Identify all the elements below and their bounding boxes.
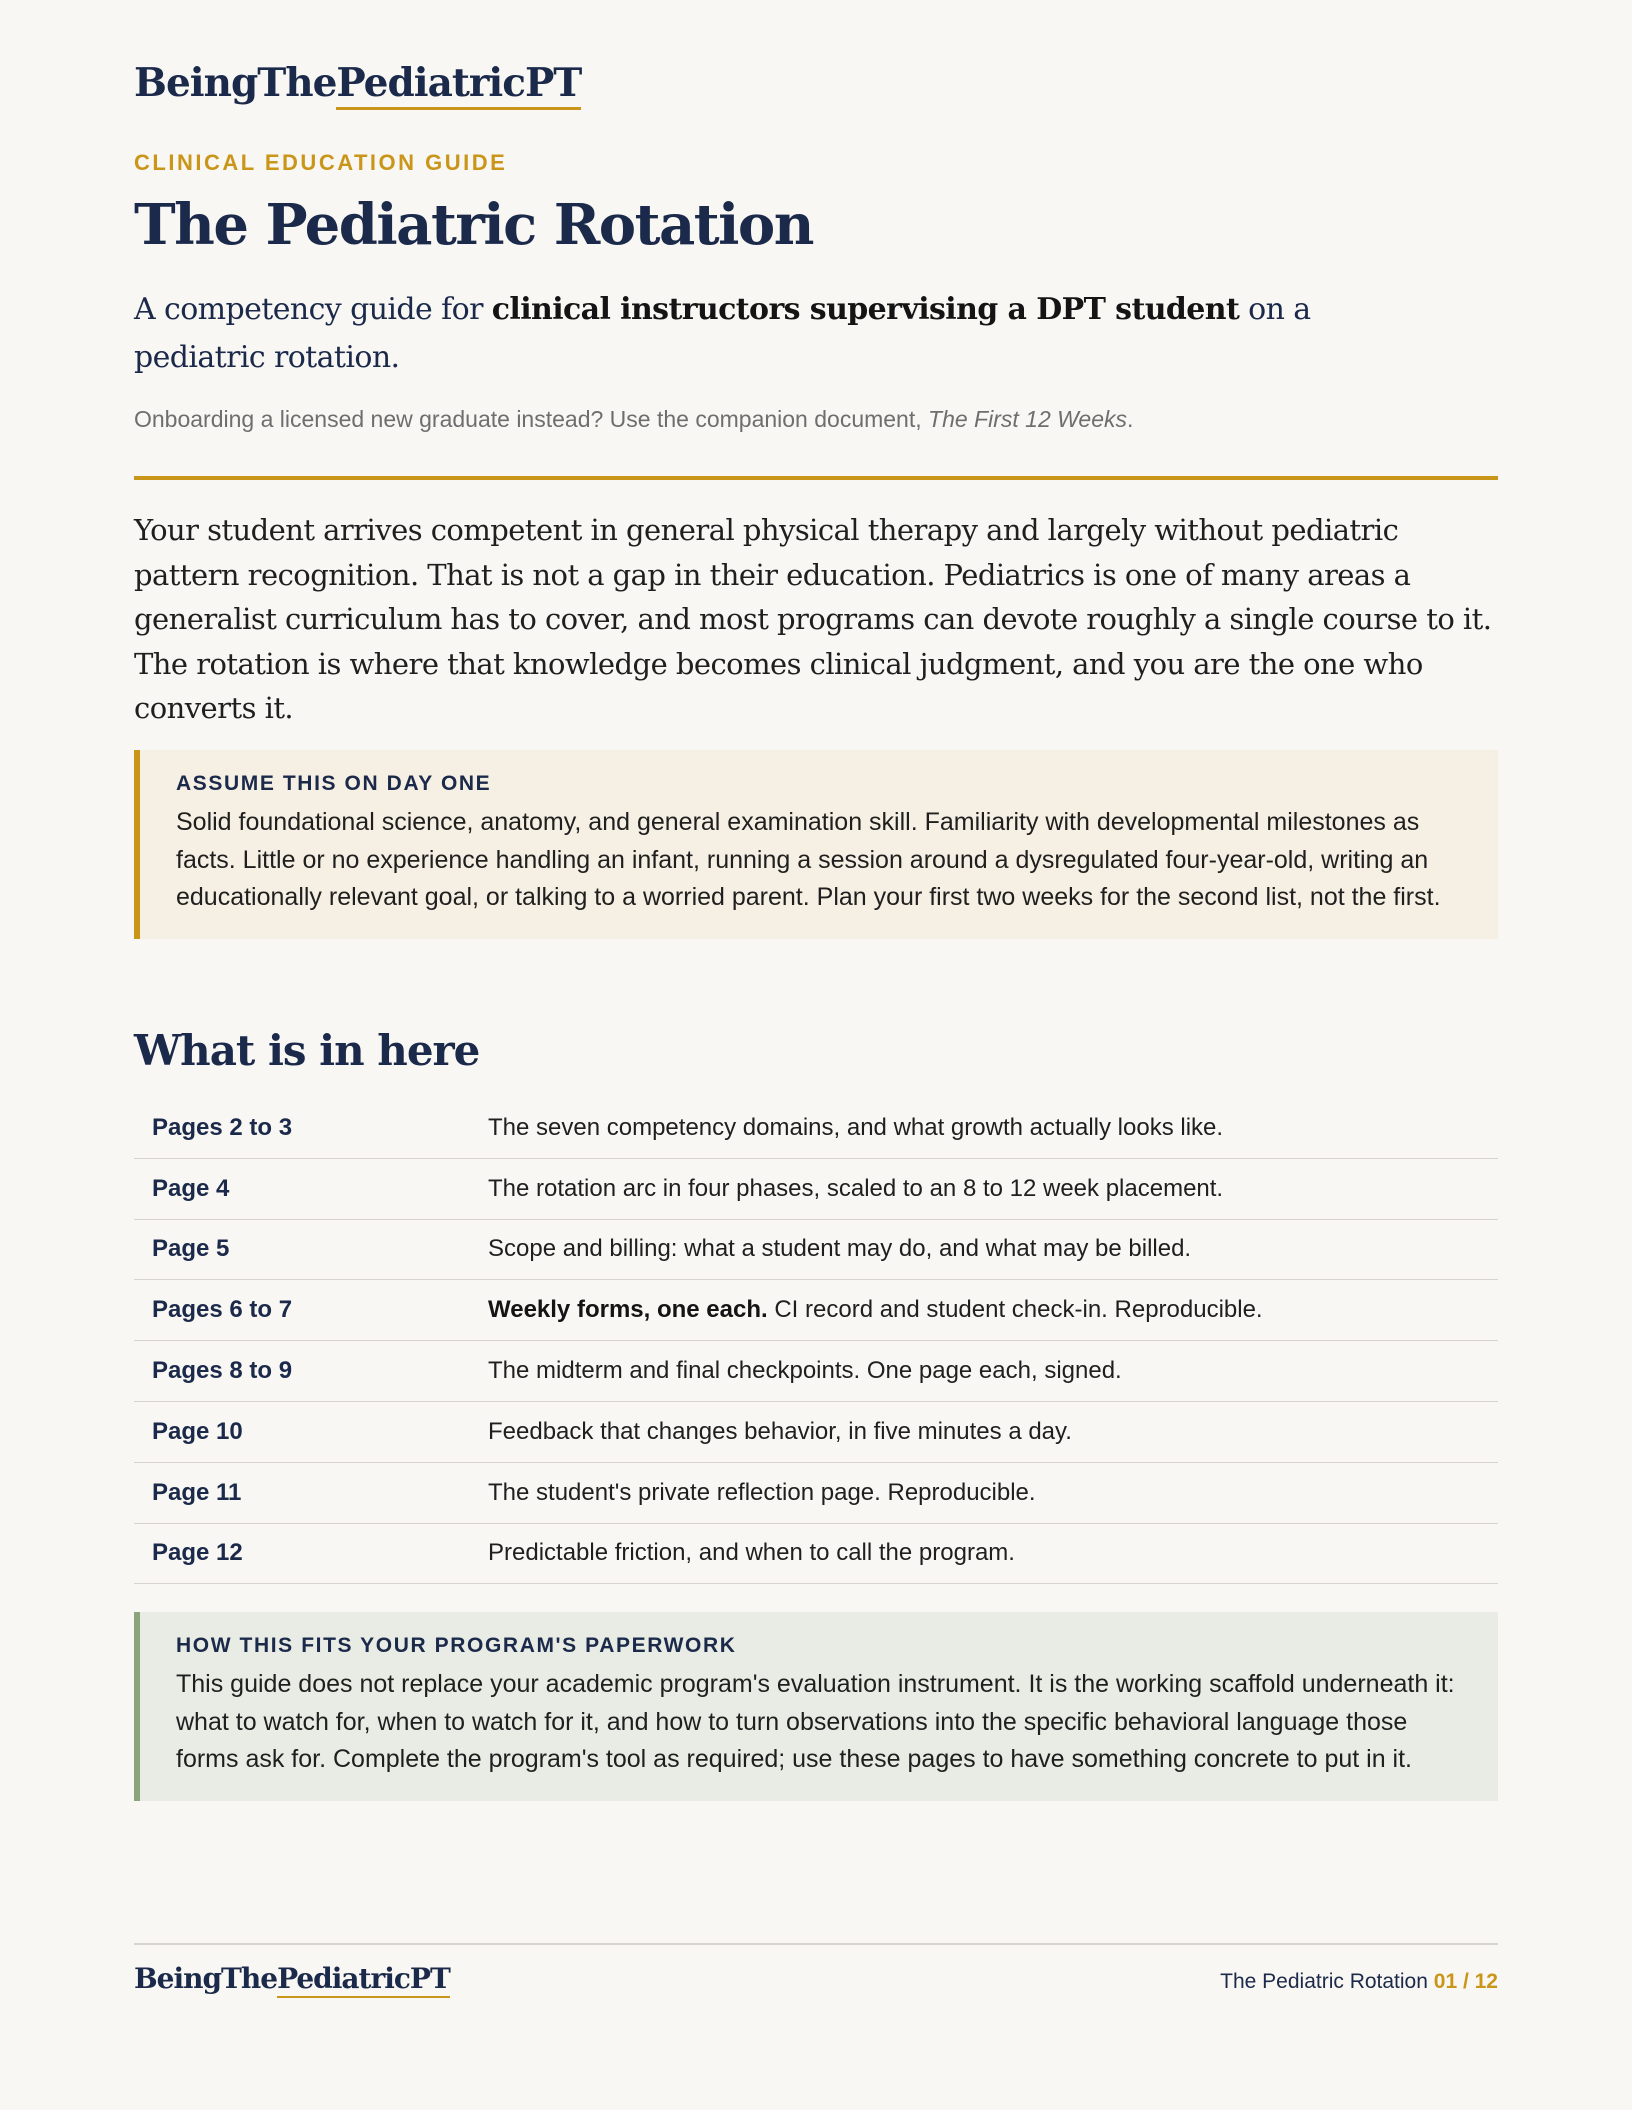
companion-note [134, 406, 1133, 433]
brand-logo-part2: PediatricPT [336, 60, 581, 110]
contents-row [134, 1523, 1498, 1584]
contents-pages: Page 4 [134, 1158, 488, 1219]
day-one-callout-label: ASSUME THIS ON DAY ONE [176, 772, 492, 795]
companion-note-tail: . [1127, 406, 1134, 432]
footer-doc-title: The Pediatric Rotation [1220, 1970, 1428, 1993]
contents-description: Scope and billing: what a student may do, and what may be billed. [488, 1219, 1498, 1280]
contents-description [488, 1280, 1498, 1341]
footer-page-info [1220, 1970, 1498, 1994]
footer-brand-part2: PediatricPT [277, 1962, 450, 1998]
footer-brand-part1: BeingThe [134, 1962, 278, 1995]
day-one-callout [134, 750, 1498, 939]
header-divider [134, 476, 1498, 480]
paperwork-callout-body: This guide does not replace your academic program's evaluation instrument. It is the working scaffold underneath it: what to watch for, when to watch for it, and how to turn observations into the specific behavioral language those forms ask for. Complete the program's tool as required; use these pages to have something concrete to put in it. [176, 1670, 1455, 1773]
page-subtitle [134, 286, 1434, 382]
page-title: The Pediatric Rotation [134, 192, 813, 258]
contents-pages: Pages 6 to 7 [134, 1280, 488, 1341]
contents-row [134, 1158, 1498, 1219]
contents-pages: Pages 2 to 3 [134, 1098, 488, 1158]
page-number: 01 / 12 [1433, 1970, 1498, 1993]
contents-row [134, 1462, 1498, 1523]
footer-divider [134, 1943, 1498, 1945]
contents-pages: Page 11 [134, 1462, 488, 1523]
brand-logo [134, 60, 581, 106]
subtitle-emphasis: clinical instructors supervising a DPT student [491, 292, 1240, 327]
contents-description: The midterm and final checkpoints. One page each, signed. [488, 1341, 1498, 1402]
contents-table [134, 1098, 1498, 1584]
contents-description: Predictable friction, and when to call the program. [488, 1523, 1498, 1584]
contents-pages: Page 5 [134, 1219, 488, 1280]
contents-row [134, 1401, 1498, 1462]
contents-row [134, 1098, 1498, 1158]
subtitle-lead: A competency guide for [134, 292, 492, 327]
paperwork-callout-label: HOW THIS FITS YOUR PROGRAM'S PAPERWORK [176, 1634, 737, 1657]
contents-description-text: CI record and student check-in. Reproducible. [767, 1296, 1263, 1324]
footer-brand-logo [134, 1962, 450, 1995]
contents-row [134, 1219, 1498, 1280]
contents-pages: Page 10 [134, 1401, 488, 1462]
contents-description: The student's private reflection page. Reproducible. [488, 1462, 1498, 1523]
intro-paragraph: Your student arrives competent in general physical therapy and largely without pediatric pattern recognition. That is not a gap in their education. Pediatrics is one of many areas a generalist curriculum has to cover, and most programs can devote roughly a single course to it. The rotation is where that knowledge becomes clinical judgment, and you are the one who converts it. [134, 513, 1492, 725]
brand-logo-part1: BeingThe [134, 60, 337, 106]
contents-row [134, 1280, 1498, 1341]
contents-pages: Pages 8 to 9 [134, 1341, 488, 1402]
contents-description: The rotation arc in four phases, scaled to an 8 to 12 week placement. [488, 1158, 1498, 1219]
companion-note-lead: Onboarding a licensed new graduate instead? Use the companion document, [134, 406, 929, 432]
contents-description-emphasis: Weekly forms, one each. [488, 1296, 768, 1324]
contents-description: The seven competency domains, and what growth actually looks like. [488, 1098, 1498, 1158]
contents-row [134, 1341, 1498, 1402]
day-one-callout-body: Solid foundational science, anatomy, and general examination skill. Familiarity with developmental milestones as facts. Little or no experience handling an infant, running a session around a dysregulated four-year-old, writing an educationally relevant goal, or talking to a worried parent. Plan your first two weeks for the second list, not the first. [176, 808, 1441, 911]
contents-description: Feedback that changes behavior, in five minutes a day. [488, 1401, 1498, 1462]
paperwork-callout [134, 1612, 1498, 1801]
contents-pages: Page 12 [134, 1523, 488, 1584]
subtitle-tail: on a pediatric rotation. [134, 292, 1311, 375]
companion-document-title: The First 12 Weeks [928, 406, 1128, 432]
contents-heading: What is in here [134, 1026, 480, 1075]
eyebrow-label: CLINICAL EDUCATION GUIDE [134, 150, 508, 175]
